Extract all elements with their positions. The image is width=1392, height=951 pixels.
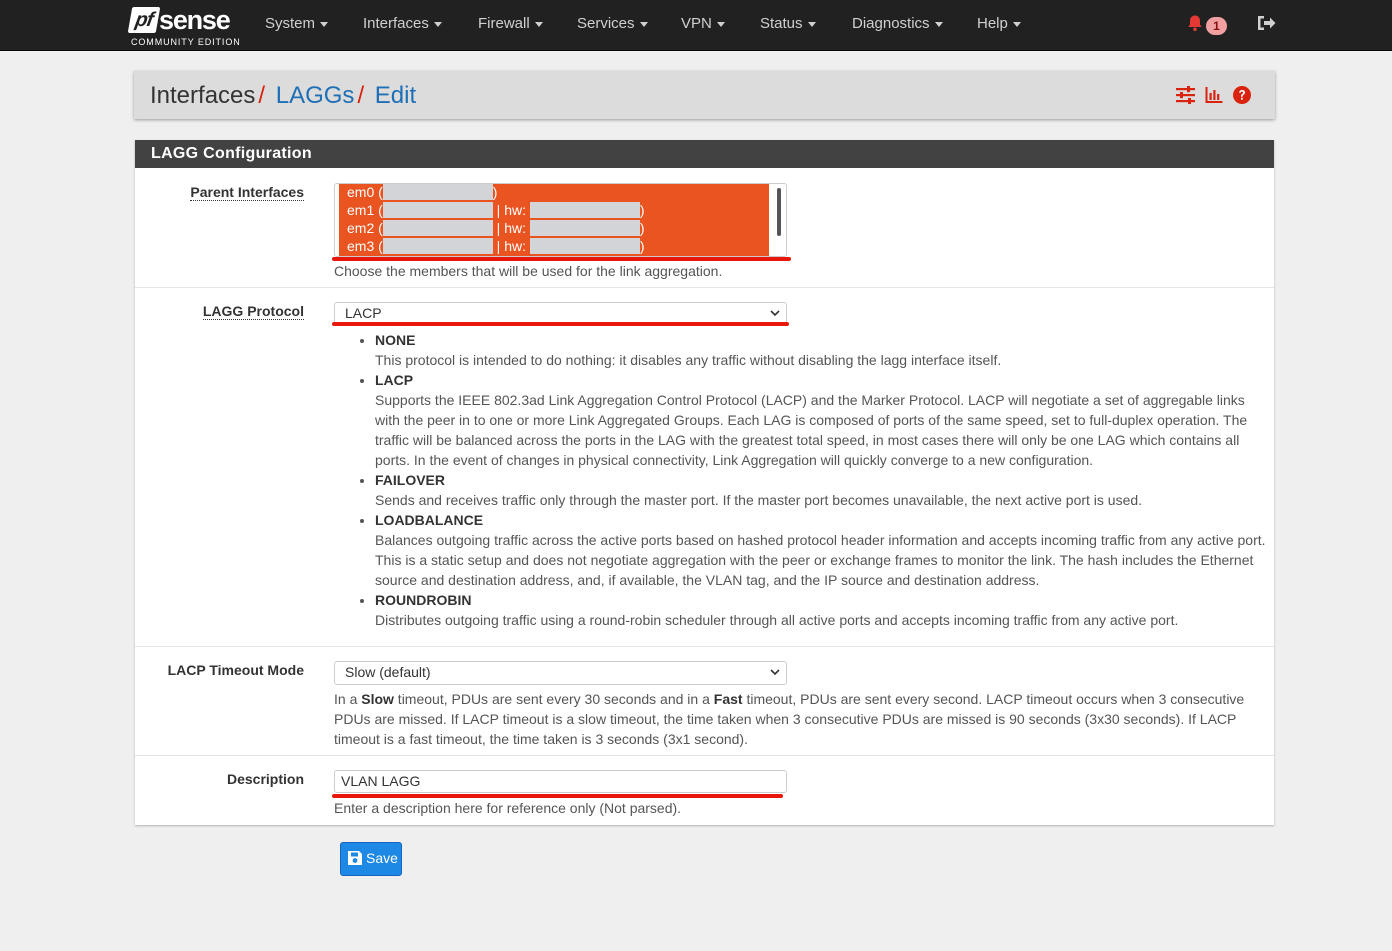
redacted-block (383, 220, 493, 236)
protocol-description-list (357, 330, 1272, 630)
chevron-down-icon (770, 669, 780, 676)
brand-edition: COMMUNITY EDITION (131, 37, 241, 47)
redacted-block (383, 202, 493, 218)
nav-help[interactable]: Help (977, 15, 1021, 32)
interface-option-em3[interactable]: em3 ( | hw: ) (347, 238, 645, 254)
caret-down-icon (434, 22, 442, 27)
save-button[interactable]: Save (340, 842, 402, 876)
interface-option-em1[interactable]: em1 ( | hw: ) (347, 202, 645, 218)
caret-down-icon (320, 22, 328, 27)
caret-down-icon (717, 22, 725, 27)
logout-icon[interactable] (1256, 14, 1276, 32)
lacp-timeout-label: LACP Timeout Mode (167, 662, 304, 678)
interface-option-em2[interactable]: em2 ( | hw: ) (347, 220, 645, 236)
list-item: • LOADBALANCE Balances outgoing traffic across the active ports based on hashed protocol header information and accepts incoming traffic from any active port. This is a static setup and does not negotiate aggregation with the peer or exchange frames to monitor the link. The hash includes the Ethernet source and destination address, and, if available, the VLAN tag, and the IP source and destination address. (375, 510, 1272, 590)
redacted-block (383, 238, 493, 254)
selected-options (339, 184, 769, 256)
list-item: • ROUNDROBIN Distributes outgoing traffic using a round-robin scheduler through all active ports and accepts incoming traffic from any active port. (375, 590, 1272, 630)
breadcrumb-interfaces: Interfaces (150, 82, 256, 109)
breadcrumb (134, 71, 1275, 119)
caret-down-icon (808, 22, 816, 27)
chevron-down-icon (770, 310, 780, 317)
parent-interfaces-label[interactable]: Parent Interfaces (190, 184, 304, 200)
breadcrumb-laggs-link[interactable]: LAGGs (275, 82, 355, 109)
nav-services[interactable]: Services (577, 15, 648, 32)
redacted-block (530, 220, 640, 236)
notification-badge[interactable]: 1 (1206, 17, 1227, 35)
caret-down-icon (935, 22, 943, 27)
nav-diagnostics[interactable]: Diagnostics (852, 15, 943, 32)
lagg-configuration-panel (135, 140, 1274, 825)
lagg-protocol-label[interactable]: LAGG Protocol (202, 303, 304, 319)
list-item: • LACP Supports the IEEE 802.3ad Link Aggregation Control Protocol (LACP) and the Marker Protocol. LACP will negotiate a set of aggregable links with the peer in to one or more Link Aggregated Groups. Each LAG is composed of ports of the same speed, set to full-duplex operation. The traffic will be balanced across the ports in the LAG with the greatest total speed, in most cases there will only be one LAG which contains all ports. In the event of changes in physical connectivity, Link Aggregation will quickly converge to a new configuration. (375, 370, 1272, 470)
redacted-block (383, 184, 493, 200)
lacp-timeout-help: In a Slow timeout, PDUs are sent every 30 seconds and in a Fast timeout, PDUs are sent every second. LACP timeout occurs when 3 consecutive PDUs are missed. If LACP timeout is a slow timeout, the time taken when 3 consecutive PDUs are missed is 90 seconds (3x30 seconds). If LACP timeout is a fast timeout, the time taken is 3 seconds (3x1 second). (334, 691, 1245, 747)
breadcrumb-separator: / (258, 82, 266, 109)
navbar (0, 0, 1392, 51)
caret-down-icon (640, 22, 648, 27)
breadcrumb-edit-link[interactable]: Edit (374, 82, 417, 109)
description-row (135, 755, 1274, 825)
caret-down-icon (1013, 22, 1021, 27)
brand-pf: pf (128, 7, 161, 33)
caret-down-icon (535, 22, 543, 27)
settings-sliders-icon[interactable] (1176, 86, 1195, 104)
parent-interfaces-row (135, 168, 1274, 287)
lacp-timeout-row (135, 646, 1274, 755)
list-item: • FAILOVER Sends and receives traffic only through the master port. If the master port becomes unavailable, the next active port is used. (375, 470, 1272, 510)
save-icon (347, 850, 363, 866)
help-icon[interactable] (1233, 86, 1251, 104)
bell-icon[interactable] (1186, 14, 1204, 32)
interface-option-em0[interactable]: em0 ( ) (347, 184, 498, 200)
list-item: • NONE This protocol is intended to do nothing: it disables any traffic without disabling the lagg interface itself. (375, 330, 1272, 370)
description-label: Description (226, 771, 304, 787)
parent-interfaces-help: Choose the members that will be used for the link aggregation. (334, 263, 723, 279)
nav-status[interactable]: Status (760, 15, 816, 32)
pfsense-logo[interactable] (130, 4, 240, 48)
bar-chart-icon[interactable] (1205, 86, 1223, 104)
nav-vpn[interactable]: VPN (681, 15, 725, 32)
nav-firewall[interactable]: Firewall (478, 15, 543, 32)
brand-sense: sense (159, 5, 230, 35)
lagg-protocol-select[interactable]: LACP (334, 302, 787, 326)
annotation-underline (332, 322, 789, 326)
description-input[interactable]: VLAN LAGG (334, 770, 787, 793)
breadcrumb-separator: / (357, 82, 365, 109)
parent-interfaces-multiselect[interactable] (334, 183, 787, 257)
nav-system[interactable]: System (265, 15, 328, 32)
lagg-protocol-row (135, 287, 1274, 646)
scrollbar-thumb[interactable] (777, 188, 781, 236)
panel-title: LAGG Configuration (135, 140, 1274, 168)
nav-interfaces[interactable]: Interfaces (363, 15, 442, 32)
lacp-timeout-select[interactable]: Slow (default) (334, 661, 787, 685)
redacted-block (530, 238, 640, 254)
description-help: Enter a description here for reference only (Not parsed). (334, 800, 682, 816)
redacted-block (530, 202, 640, 218)
